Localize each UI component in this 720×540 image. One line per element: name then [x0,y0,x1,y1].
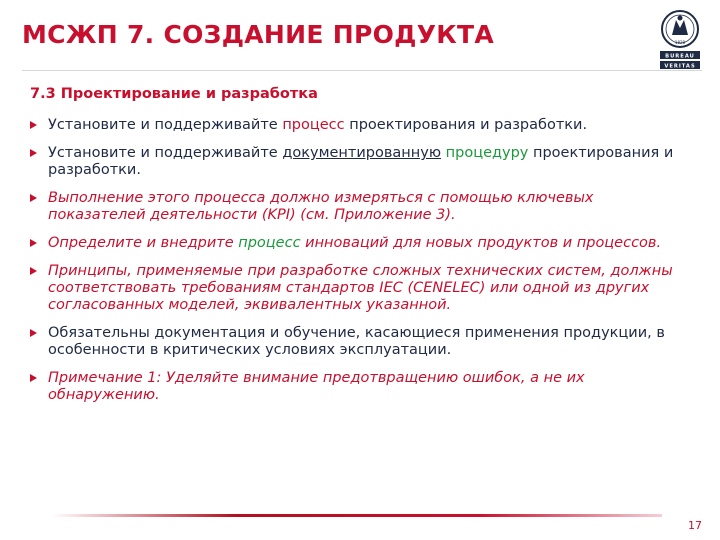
section-subtitle: 7.3 Проектирование и разработка [30,86,318,102]
bullet-marker-icon [30,374,37,382]
bullet-marker-icon [30,121,37,129]
footer-divider [52,514,662,517]
bullet-item [30,117,690,134]
bullet-marker-icon [30,329,37,337]
bullet-item [30,370,690,404]
bullet-text: инноваций для новых продуктов и процессов. [300,235,662,251]
bullet-marker-icon [30,239,37,247]
bullet-item [30,263,690,314]
bullet-text: проектирования и разработки. [344,117,588,133]
bullet-text: Установите и поддерживайте [48,117,283,133]
bullet-highlight: процедуру [445,145,529,161]
logo-year: 1828 [674,40,686,45]
bullet-text: Установите и поддерживайте [48,145,283,161]
title-divider [22,70,702,71]
bullet-item [30,145,690,179]
bullet-item [30,190,690,224]
bullet-text: проектирования и разработки. [48,145,674,178]
slide-title: МСЖП 7. СОЗДАНИЕ ПРОДУКТА [22,20,495,49]
bullet-highlight: процесс [238,235,301,251]
logo-text-veritas: VERITAS [664,63,696,70]
bullet-highlight: процесс [282,117,345,133]
bullet-text: Определите и внедрите [48,235,239,251]
bullet-item [30,235,690,252]
bullet-list [30,117,690,415]
bullet-text: Обязательны документация и обучение, касающиеся применения продукции, в особенности в критических условиях эксплуатации. [48,325,665,358]
bullet-marker-icon [30,267,37,275]
logo-text-bureau: BUREAU [665,53,695,60]
bullet-marker-icon [30,149,37,157]
bullet-text: Примечание 1: Уделяйте внимание предотвращению ошибок, а не их обнаружению. [48,370,585,403]
bullet-text: Принципы, применяемые при разработке сложных технических систем, должны соответствовать требованиям стандартов IEC (CENELEC) или одной из других согласованных моделей, эквивалентных указанной. [48,263,673,313]
bullet-underlined: документированную [282,145,442,161]
bullet-marker-icon [30,194,37,202]
bullet-item [30,325,690,359]
bullet-text: Выполнение этого процесса должно измеряться с помощью ключевых показателей деятельности (KPI) (см. Приложение 3). [48,190,594,223]
page-number: 17 [688,519,702,532]
bureau-veritas-logo [658,8,702,72]
